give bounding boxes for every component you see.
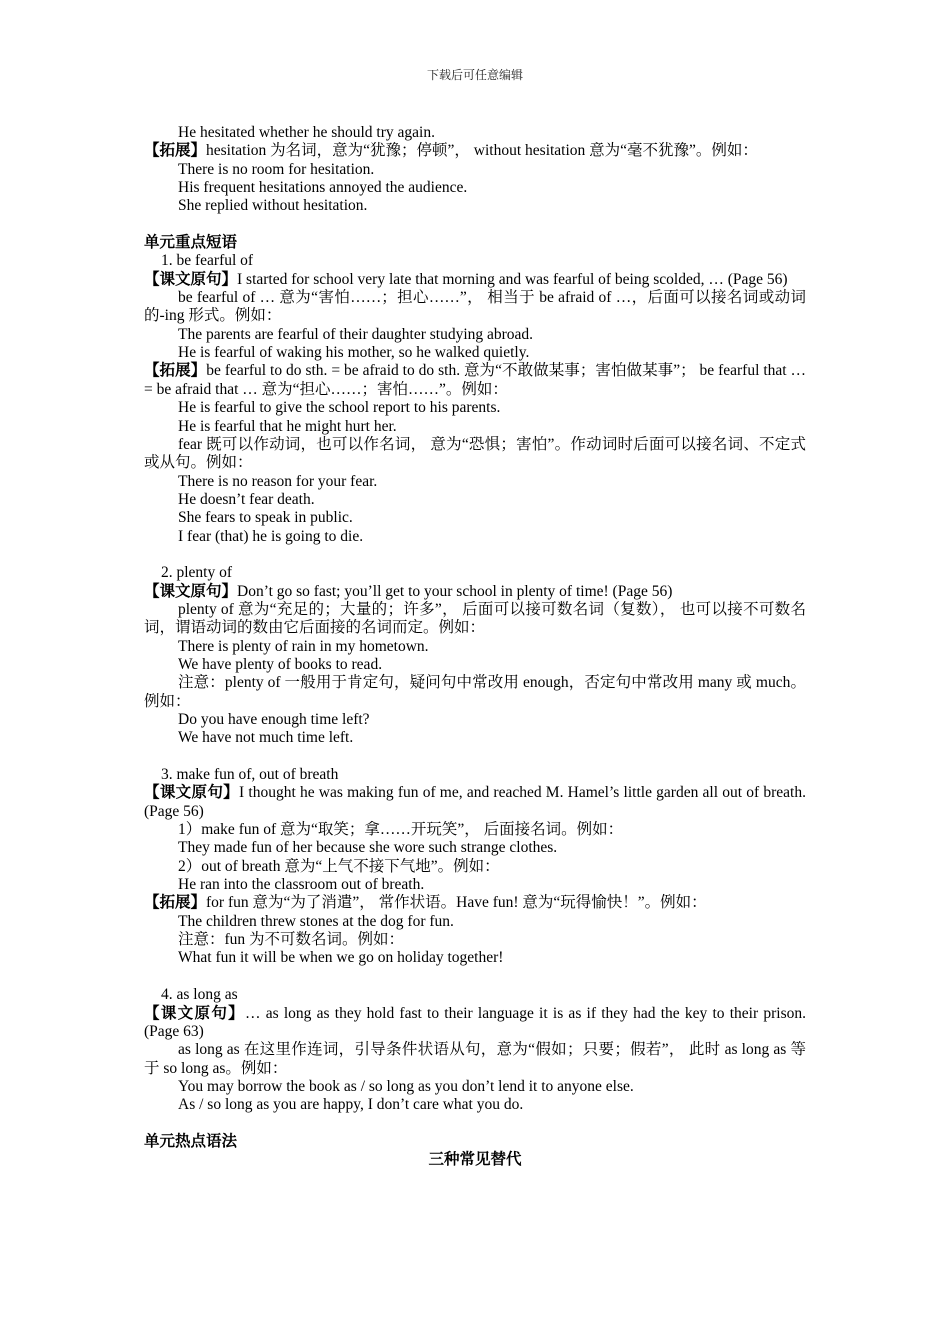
example-sentence: As / so long as you are happy, I don’t care what you do. [178, 1096, 524, 1114]
extension-paragraph [144, 362, 806, 399]
example-sentence: He is fearful that he might hurt her. [178, 417, 397, 435]
original-label: 【课文原句】 [144, 582, 238, 600]
example-sentence: We have plenty of books to read. [178, 655, 383, 673]
original-label: 【课文原句】 [144, 1004, 246, 1022]
example-sentence: They made fun of her because she wore such strange clothes. [178, 839, 558, 857]
example-sentence: You may borrow the book as / so long as you don’t lend it to anyone else. [178, 1077, 634, 1095]
explanation: as long as 在这里作连词，引导条件状语从句，意为“假如；只要；假若”， 此时 as long as 等于 so long as。例如： [144, 1041, 806, 1077]
example-sentence: What fun it will be when we go on holiday together! [178, 949, 504, 967]
original-text: I started for school very late that morning and was fearful of being scolded, … (Page 56) [237, 270, 788, 288]
extension-label: 【拓展】 [144, 142, 207, 160]
explanation: fear 既可以作动词，也可以作名词， 意为“恐惧；害怕”。作动词时后面可以接名词、不定式或从句。例如： [144, 435, 806, 472]
example-sentence: He is fearful to give the school report to his parents. [178, 399, 501, 417]
original-label: 【课文原句】 [144, 784, 240, 802]
example-sentence: She replied without hesitation. [178, 197, 368, 215]
example-sentence: I fear (that) he is going to die. [178, 527, 364, 545]
example-sentence: Do you have enough time left? [178, 711, 370, 728]
phrase-heading: 3. make fun of, out of breath [161, 766, 339, 784]
example-sentence: He is fearful of waking his mother, so he walked quietly. [178, 344, 530, 362]
example-sentence: There is no room for hesitation. [178, 160, 375, 178]
note: 注意：plenty of 一般用于肯定句，疑问句中常改用 enough，否定句中常改用 many 或 much。例如： [144, 674, 806, 710]
section-title-grammar: 单元热点语法 [144, 1132, 238, 1150]
example-sentence: The children threw stones at the dog for fun. [178, 912, 454, 930]
example-sentence: She fears to speak in public. [178, 509, 353, 527]
extension-text: be fearful to do sth. = be afraid to do sth. 意为“不敢做某事；害怕做某事”； be fearful that … = be afraid that … 意为“担心……；害怕……”。例如： [144, 362, 806, 398]
extension-label: 【拓展】 [144, 362, 207, 380]
note: 注意：fun 为不可数名词。例如： [178, 931, 405, 949]
phrase-heading: 2. plenty of [161, 564, 233, 582]
original-sentence [144, 1005, 806, 1042]
extension-paragraph [144, 142, 806, 160]
example-sentence: He hesitated whether he should try again. [178, 124, 435, 141]
extension-text: for fun 意为“为了消遣”， 常作状语。Have fun! 意为“玩得愉快！”。例如： [206, 894, 707, 912]
document-body [144, 124, 806, 1170]
original-text: … as long as they hold fast to their language it is as if they had the key to their prison. (Page 63) [144, 1004, 806, 1040]
original-sentence [144, 784, 806, 821]
example-sentence: We have not much time left. [178, 729, 354, 747]
explanation: be fearful of … 意为“害怕……；担心……”， 相当于 be afraid of …，后面可以接名词或动词的-ing 形式。例如： [144, 289, 806, 325]
example-sentence: There is plenty of rain in my hometown. [178, 637, 429, 655]
example-sentence: The parents are fearful of their daughter studying abroad. [178, 325, 534, 343]
phrase-heading: 4. as long as [161, 986, 238, 1004]
original-text: I thought he was making fun of me, and reached M. Hamel’s little garden all out of breath. (Page 56) [144, 784, 806, 820]
original-text: Don’t go so fast; you’ll get to your school in plenty of time! (Page 56) [237, 582, 673, 600]
original-sentence [144, 271, 806, 289]
extension-paragraph [144, 894, 806, 912]
explanation: plenty of 意为“充足的；大量的；许多”， 后面可以接可数名词（复数）， 也可以接不可数名词，谓语动词的数由它后面接的名词而定。例如： [144, 600, 806, 637]
section-title-phrases: 单元重点短语 [144, 234, 238, 252]
example-sentence: He ran into the classroom out of breath. [178, 876, 425, 894]
phrase-heading: 1. be fearful of [161, 252, 254, 270]
original-label: 【课文原句】 [144, 270, 238, 288]
explanation: 1）make fun of 意为“取笑；拿……开玩笑”， 后面接名词。例如： [178, 821, 624, 839]
page-header: 下载后可任意编辑 [426, 68, 523, 82]
explanation: 2）out of breath 意为“上气不接下气地”。例如： [178, 857, 500, 875]
original-sentence [144, 583, 806, 601]
extension-text: hesitation 为名词，意为“犹豫；停顿”， without hesitation 意为“毫不犹豫”。例如： [206, 142, 758, 160]
example-sentence: There is no reason for your fear. [178, 472, 378, 490]
example-sentence: His frequent hesitations annoyed the audience. [178, 179, 468, 197]
grammar-subtitle: 三种常见替代 [428, 1151, 522, 1169]
example-sentence: He doesn’t fear death. [178, 490, 315, 508]
extension-label: 【拓展】 [144, 894, 207, 912]
